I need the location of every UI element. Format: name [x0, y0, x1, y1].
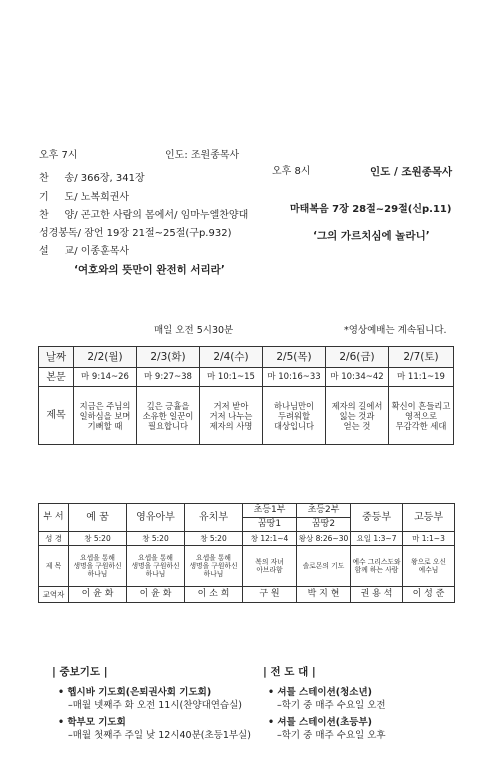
order-label: 찬 양 — [39, 210, 75, 221]
dept-name: 초등1부 — [243, 504, 297, 518]
title-line: 하나님만이 — [273, 400, 315, 411]
order-label: 성경봉독 — [39, 228, 78, 239]
intercession-item-title: • 헵시바 기도회(은퇴권사회 기도회) — [58, 687, 212, 698]
dept-scripture: 창 5:20 — [127, 532, 185, 546]
title-line: 제자의 사명 — [209, 420, 253, 431]
dept-title — [297, 546, 351, 587]
dept-teacher: 구 원 — [243, 587, 297, 603]
row-label-title: 제 목 — [39, 546, 69, 587]
title-line: 대상입니다 — [273, 420, 315, 431]
title-line: 생명을 구원하신 — [131, 562, 180, 570]
title-line: 생명을 구원하신 — [189, 562, 238, 570]
title-line: 필요합니다 — [147, 420, 189, 431]
day-title — [74, 387, 137, 445]
dept-title — [185, 546, 243, 587]
title-line: 잃는 것과 — [339, 410, 375, 421]
dept-title — [127, 546, 185, 587]
table-row — [39, 387, 454, 445]
title-line: 요셉을 통해 — [196, 554, 231, 562]
day-title — [263, 387, 326, 445]
dept-teacher: 권 용 석 — [351, 587, 403, 603]
dept-teacher: 이 윤 화 — [69, 587, 127, 603]
dept-scripture: 창 12:1~4 — [243, 532, 297, 546]
title-line: 예수 그리스도와 — [352, 558, 401, 566]
table-row — [39, 347, 454, 368]
intercession-heading: | 중보기도 | — [52, 666, 108, 678]
title-line: 요셉을 통해 — [138, 554, 173, 562]
order-row-reading — [39, 224, 231, 239]
day-text: 마 9:27~38 — [137, 368, 200, 387]
intercession-item-title: • 학부모 기도회 — [58, 717, 126, 728]
order-label: 찬 송 — [39, 173, 75, 184]
title-line: 요셉을 통해 — [80, 554, 115, 562]
department-table — [38, 503, 455, 603]
day-title — [137, 387, 200, 445]
day-date: 2/7(토) — [389, 347, 454, 368]
order-value: / 노복희권사 — [74, 192, 130, 203]
day-date: 2/2(월) — [74, 347, 137, 368]
table-row — [39, 532, 455, 546]
title-line: 하나님 — [87, 570, 108, 578]
order-value: / 366장, 341장 — [74, 173, 145, 184]
title-line: 영적으로 — [404, 410, 438, 421]
dept-teacher: 박 지 현 — [297, 587, 351, 603]
evangelism-heading: | 전 도 대 | — [263, 666, 316, 678]
title-line: 확신이 흔들리고 — [391, 400, 451, 411]
dept-name: 중등부 — [351, 504, 403, 532]
title-line: 예수님 — [418, 566, 439, 574]
row-label-scripture: 성 경 — [39, 532, 69, 546]
evangelism-item-title: • 셔틀 스테이션(청소년) — [268, 687, 372, 698]
day-text: 마 11:1~19 — [389, 368, 454, 387]
dept-name: 예 꿈 — [69, 504, 127, 532]
title-line: 소유한 일꾼이 — [142, 410, 194, 421]
day-text: 마 9:14~26 — [74, 368, 137, 387]
left-service-leader: 인도: 조원종목사 — [165, 150, 240, 161]
intercession-item-detail: –매월 넷째주 화 오전 11시(찬양대연습실) — [68, 700, 242, 711]
right-scripture: 마태복음 7장 28절~29절(신p.11) — [290, 204, 452, 215]
row-label-teacher: 교역자 — [39, 587, 69, 603]
dept-name: 유치부 — [185, 504, 243, 532]
dept-title — [403, 546, 455, 587]
day-date: 2/5(목) — [263, 347, 326, 368]
left-sermon-title: ‘여호와의 뜻만이 완전히 서리라’ — [74, 264, 225, 276]
dept-teacher: 이 성 준 — [403, 587, 455, 603]
title-line: 지금은 주님의 — [79, 400, 131, 411]
day-date: 2/6(금) — [326, 347, 389, 368]
title-line: 생명을 구원하신 — [73, 562, 122, 570]
title-line: 기뻐할 때 — [87, 420, 123, 431]
day-text: 마 10:1~15 — [200, 368, 263, 387]
dept-scripture: 창 5:20 — [69, 532, 127, 546]
title-line: 거저 받아 — [213, 400, 249, 411]
order-value: / 곤고한 사람의 몸에서/ 임마누엘찬양대 — [74, 210, 249, 221]
day-date: 2/3(화) — [137, 347, 200, 368]
order-label: 기 도 — [39, 192, 75, 203]
order-label: 설 교 — [39, 246, 75, 257]
dept-scripture: 왕상 8:26~30 — [297, 532, 351, 546]
dept-scripture: 창 5:20 — [185, 532, 243, 546]
day-title — [326, 387, 389, 445]
title-line: 하나님 — [203, 570, 224, 578]
table-row — [39, 587, 455, 603]
day-text: 마 10:16~33 — [263, 368, 326, 387]
row-label-text: 본문 — [39, 368, 74, 387]
title-line: 일하심을 보며 — [79, 410, 131, 421]
dept-title — [351, 546, 403, 587]
dept-teacher: 이 소 희 — [185, 587, 243, 603]
title-line: 함께 하는 사람 — [354, 566, 399, 574]
order-row-prayer — [39, 188, 129, 203]
dept-name: 영유아부 — [127, 504, 185, 532]
dept-subname: 꿈땅2 — [297, 518, 351, 532]
title-line: 복의 자녀 — [255, 558, 284, 566]
title-line: 솔로몬의 기도 — [302, 562, 345, 570]
order-row-sermon — [39, 242, 129, 257]
title-line: 얻는 것 — [343, 420, 371, 431]
dept-name: 초등2부 — [297, 504, 351, 518]
order-row-anthem — [39, 206, 248, 221]
daily-service-note: *영상예배는 계속됩니다. — [344, 325, 447, 336]
title-line: 제자의 길에서 — [331, 400, 383, 411]
evangelism-item-detail: –학기 중 매주 수요일 오후 — [277, 730, 386, 741]
right-service-time: 오후 8시 — [272, 166, 311, 177]
dept-header-label: 부 서 — [39, 504, 69, 532]
right-service-leader: 인도 / 조원종목사 — [370, 166, 453, 178]
order-row-hymn — [39, 169, 145, 184]
title-line: 거저 나누는 — [209, 410, 253, 421]
evangelism-item-detail: –학기 중 매주 수요일 오전 — [277, 700, 386, 711]
day-title — [200, 387, 263, 445]
table-row — [39, 504, 455, 518]
daily-schedule-table — [38, 346, 454, 445]
day-date: 2/4(수) — [200, 347, 263, 368]
title-line: 두려워할 — [277, 410, 311, 421]
order-value: / 이종훈목사 — [74, 246, 130, 257]
title-line: 무감각한 세대 — [395, 420, 447, 431]
row-label-date: 날짜 — [39, 347, 74, 368]
table-row — [39, 368, 454, 387]
dept-name: 고등부 — [403, 504, 455, 532]
right-sermon-title: ‘그의 가르치심에 놀라니’ — [313, 230, 430, 242]
dept-scripture: 마 1:1~3 — [403, 532, 455, 546]
day-title — [389, 387, 454, 445]
title-line: 깊은 긍휼을 — [146, 400, 190, 411]
order-value: / 잠언 19장 21절~25절(구p.932) — [77, 228, 232, 239]
table-row — [39, 546, 455, 587]
dept-title — [243, 546, 297, 587]
evangelism-item-title: • 셔틀 스테이션(초등부) — [268, 717, 372, 728]
row-label-title: 제목 — [39, 387, 74, 445]
dept-scripture: 요일 1:3~7 — [351, 532, 403, 546]
dept-subname: 꿈땅1 — [243, 518, 297, 532]
title-line: 하나님 — [145, 570, 166, 578]
dept-title — [69, 546, 127, 587]
left-service-time: 오후 7시 — [39, 150, 78, 161]
intercession-item-detail: –매월 첫째주 주일 낮 12시40분(초등1부실) — [68, 730, 251, 741]
daily-service-time: 매일 오전 5시30분 — [154, 325, 234, 336]
day-text: 마 10:34~42 — [326, 368, 389, 387]
title-line: 왕으로 오신 — [411, 558, 446, 566]
title-line: 아브라함 — [256, 566, 283, 574]
dept-teacher: 이 윤 화 — [127, 587, 185, 603]
